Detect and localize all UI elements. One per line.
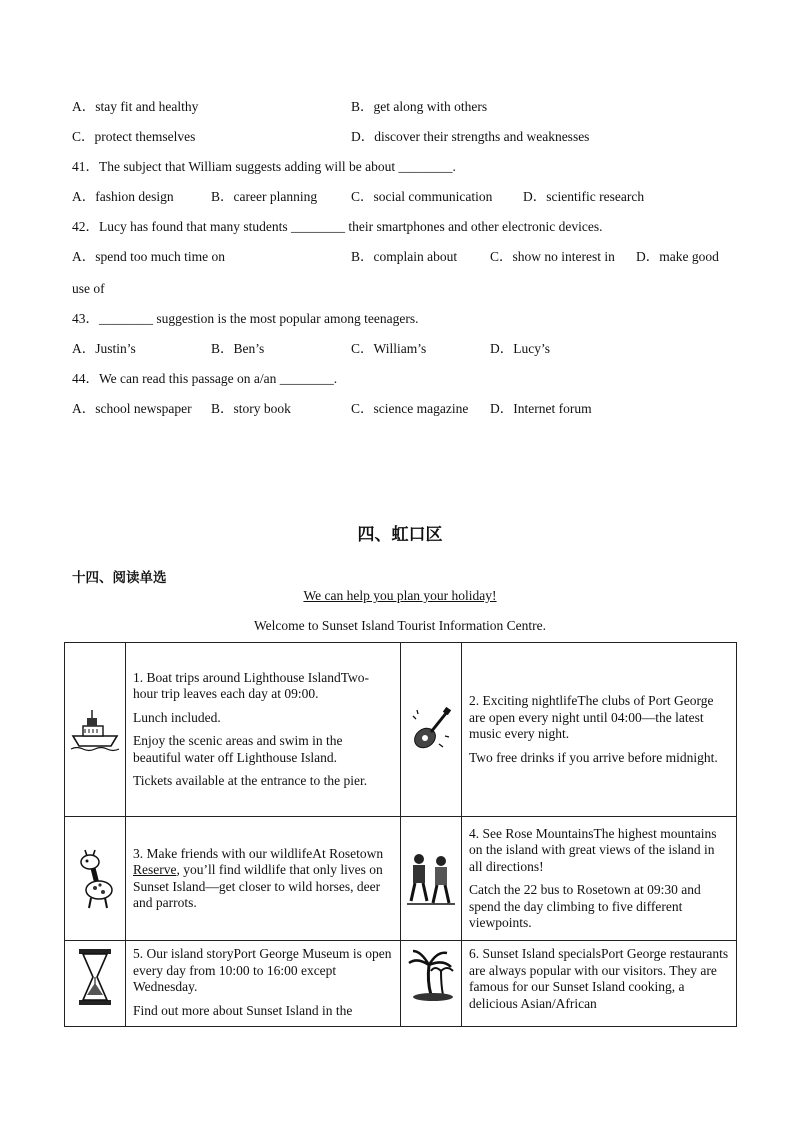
q41-option-b: B．career planning <box>211 189 318 204</box>
hikers-icon <box>405 851 457 907</box>
q42-option-d: D．make good <box>636 249 719 264</box>
q42-option-d-continued: use of <box>72 281 105 296</box>
q44-option-c: C．science magazine <box>351 401 469 416</box>
cell-boat-trips <box>125 643 400 817</box>
cell-island-story <box>125 941 400 1027</box>
q44-option-d: D．Internet forum <box>490 401 592 416</box>
q43-option-b: B．Ben’s <box>211 341 265 356</box>
table-row <box>65 817 737 941</box>
icon-cell <box>400 817 461 941</box>
q43-option-a: A．Justin’s <box>72 341 136 356</box>
passage-heading: We can help you plan your holiday! <box>303 588 497 603</box>
q43-option-c: C．William’s <box>351 341 427 356</box>
q42-stem: 42．Lucy has found that many students ________ their smartphones and other electronic devices. <box>72 219 603 234</box>
reserve-word: Reserve <box>132 862 177 877</box>
cell-nightlife <box>461 643 736 817</box>
palm-tree-icon <box>407 947 455 1003</box>
cell-text: 4. See Rose MountainsThe highest mountains on the island with great views of the island in all directions! <box>468 825 717 874</box>
hourglass-icon <box>75 947 115 1007</box>
boat-icon <box>69 708 121 752</box>
q43-stem: 43．________ suggestion is the most popular among teenagers. <box>72 311 419 326</box>
giraffe-icon <box>73 848 117 910</box>
cell-text: Two free drinks if you arrive before midnight. <box>468 749 718 765</box>
cell-text: 2. Exciting nightlifeThe clubs of Port George are open every night until 04:00—the latest music every night. <box>468 693 714 741</box>
cell-text: Enjoy the scenic areas and swim in the beautiful water off Lighthouse Island. <box>132 733 343 765</box>
q44-stem: 44．We can read this passage on a/an ________. <box>72 371 338 386</box>
icon-cell <box>400 643 461 817</box>
guitar-icon <box>409 706 453 754</box>
cell-text: Tickets available at the entrance to the pier. <box>132 773 368 788</box>
q41-option-d: D．scientific research <box>523 189 645 204</box>
q42-option-b: B．complain about <box>351 249 458 264</box>
info-table <box>64 642 737 1027</box>
cell-island-specials <box>461 941 736 1027</box>
q42-option-a: A．spend too much time on <box>72 249 225 264</box>
cell-text: Find out more about Sunset Island in the <box>132 1002 353 1018</box>
icon-cell <box>65 941 126 1027</box>
q43-option-d: D．Lucy’s <box>490 341 550 356</box>
table-row <box>65 941 737 1027</box>
q40-option-b: B．get along with others <box>351 99 488 114</box>
cell-text: 6. Sunset Island specialsPort George restaurants are always popular with our visitors. They are famous for our Sunset Island cooking, a delicious Asian/African <box>468 946 729 1011</box>
q44-option-a: A．school newspaper <box>72 401 192 416</box>
cell-text: 5. Our island storyPort George Museum is open every day from 10:00 to 16:00 except Wednesday. <box>132 946 392 994</box>
q42-option-c: C．show no interest in <box>490 249 615 264</box>
icon-cell <box>65 643 126 817</box>
q40-option-c: C．protect themselves <box>72 129 196 144</box>
q41-stem: 41．The subject that William suggests adding will be about ________. <box>72 159 456 174</box>
table-row <box>65 643 737 817</box>
cell-text: Lunch included. <box>132 709 221 725</box>
section-title: 四、虹口区 <box>357 525 443 545</box>
cell-wildlife <box>125 817 400 941</box>
cell-text-part: 3. Make friends with our wildlifeAt Rosetown <box>132 845 384 861</box>
icon-cell <box>400 941 461 1027</box>
subsection-title: 十四、阅读单选 <box>72 570 167 586</box>
cell-text <box>133 846 393 912</box>
cell-text: Catch the 22 bus to Rosetown at 09:30 and spend the day climbing to five different viewpoints. <box>468 882 701 930</box>
q41-option-a: A．fashion design <box>72 189 174 204</box>
q44-option-b: B．story book <box>211 401 291 416</box>
passage-subheading: Welcome to Sunset Island Tourist Information Centre. <box>253 618 547 633</box>
q40-option-d: D．discover their strengths and weaknesses <box>351 129 590 144</box>
q41-option-c: C．social communication <box>351 189 493 204</box>
cell-text: 1. Boat trips around Lighthouse IslandTwo-hour trip leaves each day at 09:00. <box>132 669 370 701</box>
cell-rose-mountains <box>461 817 736 941</box>
icon-cell <box>65 817 126 941</box>
q40-option-a: A．stay fit and healthy <box>72 99 199 114</box>
cell-text-part: , you’ll find wildlife that only lives on Sunset Island—get closer to wild horses, deer and parrots. <box>132 862 383 910</box>
